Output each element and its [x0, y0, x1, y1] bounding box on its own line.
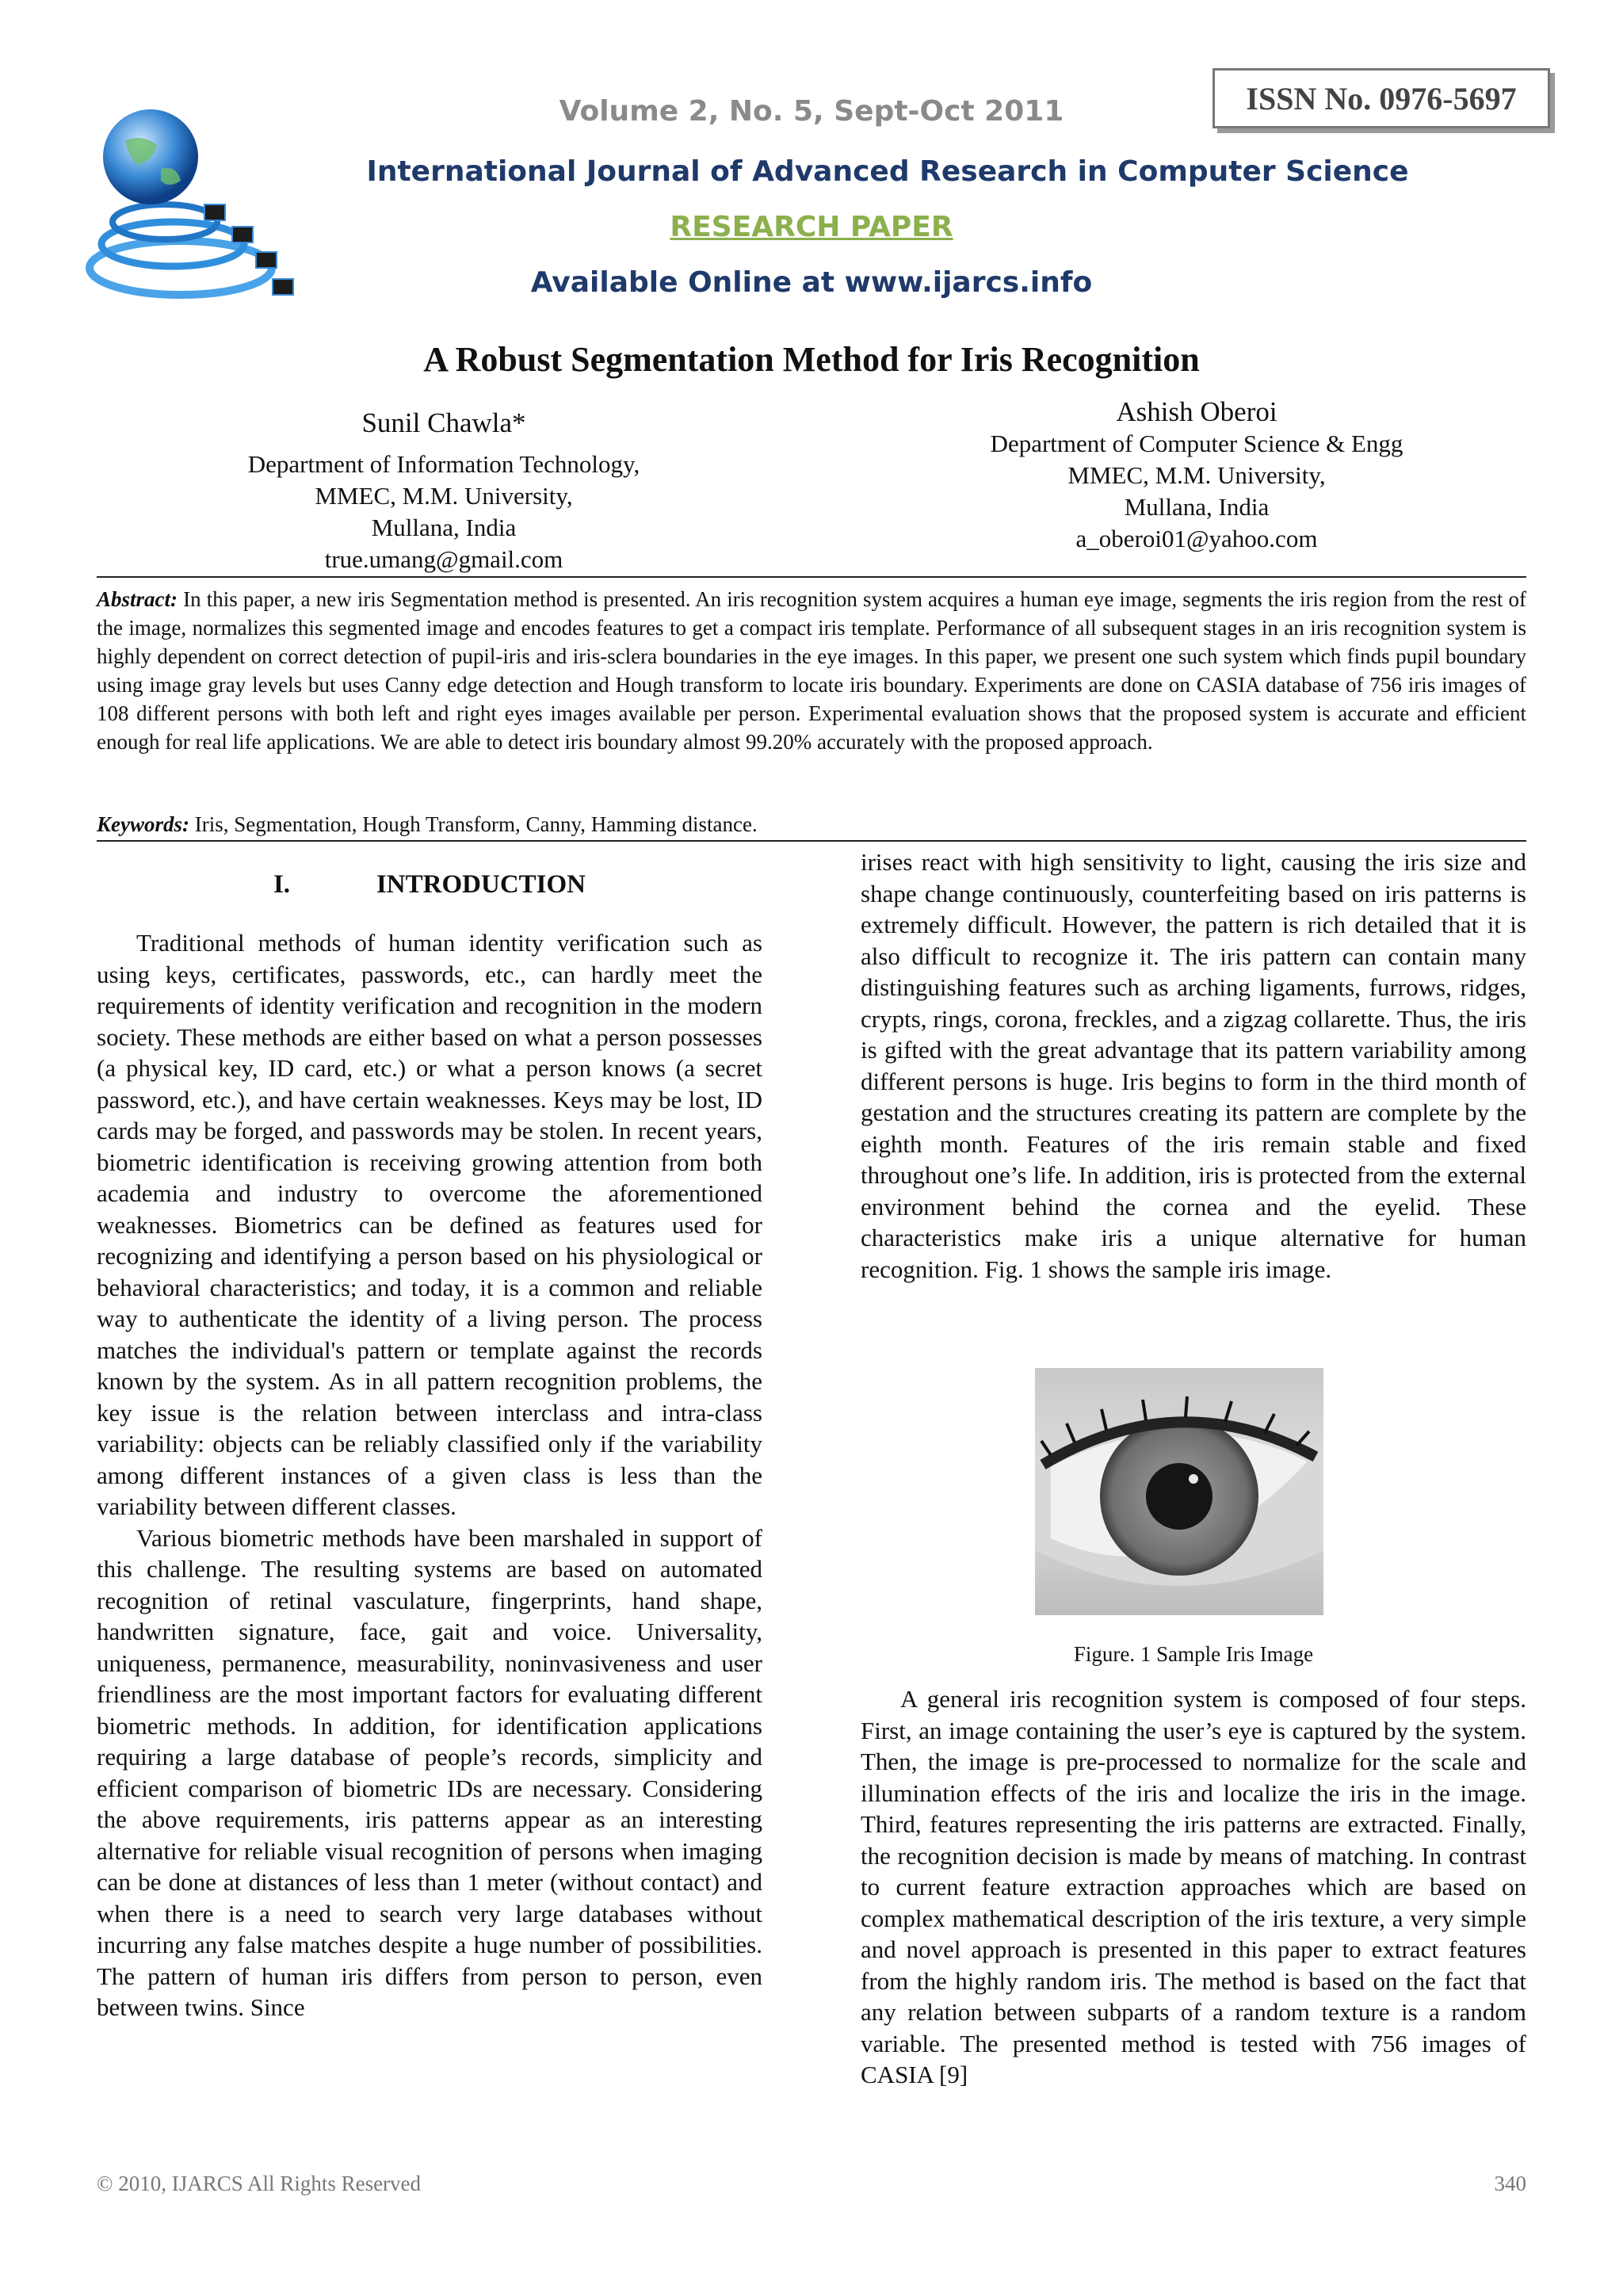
author-dept: Department of Computer Science & Engg [990, 430, 1403, 457]
abstract-label: Abstract: [97, 587, 178, 611]
section-heading [97, 870, 762, 900]
figure-caption: Figure. 1 Sample Iris Image [1073, 1642, 1314, 1666]
abstract-text: In this paper, a new iris Segmentation method is presented. An iris recognition system acquires a human eye image, segments the iris region from the rest of the image, normalizes this segmented image and encodes features to get a compact iris template. Performance of all subsequent stages in an iris recognition system is highly dependent on correct detection of pupil-iris and iris-sclera boundaries in the eye images. In this paper, we present one such system which finds pupil boundary using image gray levels but uses Canny edge detection and Hough transform to locate iris boundary. Experiments are done on CASIA database of 756 iris images of 108 different persons with both left and right eyes images available per person. Experimental evaluation shows that the proposed system is accurate and efficient enough for real life applications. We are able to detect iris boundary almost 99.20% accurately with the proposed approach. [97, 587, 1527, 754]
iris-figure [1035, 1368, 1323, 1615]
availability-line: Available Online at www.ijarcs.info [530, 266, 1093, 299]
paragraph: Various biometric methods have been marshaled in support of this challenge. The resulting systems are based on automated recognition of retinal vasculature, fingerprints, hand shape, handwritten signature, face, gait and voice. Universality, uniqueness, permanence, measurability, noninvasiveness and user friendliness are the most important factors for evaluating different biometric methods. In addition, for identification applications requiring a large database of people’s records, simplicity and efficient comparison of biometric IDs are necessary. Considering the above requirements, iris patterns appear as an interesting alternative for reliable visual recognition of persons when imaging can be done at distances of less than 1 meter (without contact) and when there is a need to search very large databases without incurring any false matches despite a huge number of possibilities. The pattern of human iris differs from person to person, even between twins. Since [97, 1523, 762, 2021]
divider-top [97, 576, 1526, 578]
keywords [97, 810, 1526, 839]
author-email: a_oberoi01@yahoo.com [1075, 525, 1318, 552]
author-email: true.umang@gmail.com [324, 545, 563, 573]
copyright-footer: © 2010, IJARCS All Rights Reserved [97, 2172, 422, 2195]
paragraph: Traditional methods of human identity verification such as using keys, certificates, passwords, etc., can hardly meet the requirements of identity verification and recognition in the modern society. These methods are either based on what a person possesses (a physical key, ID card, etc.) or what a person knows (a secret password, etc.), and have certain weaknesses. Keys may be lost, ID cards may be forged, and passwords may be stolen. In recent years, biometric identification is receiving growing attention from both academia and industry to overcome the aforementioned weaknesses. Biometrics can be defined as features used for recognizing and identifying a person based on his physiological or behavioral characteristics; and today, it is a common and reliable way to authenticate the identity of a living person. The process matches the individual's pattern or template against the records known by the system. As in all pattern recognition problems, the key issue is the relation between interclass and intra-class variability: objects can be reliably classified only if the variability among different instances of a given class is less than the variability between different classes. [97, 929, 762, 1520]
paragraph: irises react with high sensitivity to light, causing the iris size and shape change continuously, counterfeiting based on iris patterns is extremely difficult. However, the pattern is rich detailed that it is also difficult to recognize it. The iris pattern can contain many distinguishing features such as arching ligaments, furrows, ridges, crypts, rings, corona, freckles, and a zigzag collarette. Thus, the iris is gifted with the great advantage that its pattern variability among different persons is huge. Iris begins to form in the third month of gestation and the structures creating its pattern are complete by the eighth month. Features of the iris remain stable and fixed throughout one’s life. In addition, iris is protected from the external environment behind the cornea and the eyelid. These characteristics make iris a unique alternative for human recognition. Fig. 1 shows the sample iris image. [861, 848, 1526, 1283]
author-block-2 [919, 396, 1474, 555]
section-number: I. [273, 870, 291, 899]
left-column [97, 927, 762, 2023]
keywords-text: Iris, Segmentation, Hough Transform, Canny, Hamming distance. [194, 812, 758, 836]
paper-title: A Robust Segmentation Method for Iris Recognition [423, 340, 1200, 379]
author-place: Mullana, India [371, 514, 517, 541]
author-institution: MMEC, M.M. University, [1067, 461, 1326, 489]
paragraph: A general iris recognition system is composed of four steps. First, an image containing the user’s eye is captured by the system. Then, the image is pre-processed to normalize for the scale and illumination effects of the iris and localize the iris in the image. Third, features representing the iris patterns are extracted. Finally, the recognition decision is made by means of matching. In contrast to current feature extraction approaches which are based on complex mathematical description of the iris texture, a very simple and novel approach is presented in this paper to extract features from the highly random iris. The method is based on the fact that any relation between subparts of a random texture is a random variable. The presented method is tested with 756 images of CASIA [9] [861, 1685, 1526, 2088]
journal-name: International Journal of Advanced Research in Computer Science [366, 155, 1409, 188]
divider-bottom [97, 840, 1526, 842]
author-block-1 [174, 407, 713, 575]
author-institution: MMEC, M.M. University, [315, 482, 573, 510]
section-title: INTRODUCTION [376, 870, 586, 899]
author-dept: Department of Information Technology, [247, 450, 640, 478]
right-column-top [861, 846, 1526, 1285]
right-column-bottom [861, 1683, 1526, 2091]
author-name: Ashish Oberoi [1116, 396, 1277, 427]
abstract [97, 585, 1526, 756]
issn-box: ISSN No. 0976-5697 [1212, 68, 1550, 128]
page-number: 340 [1494, 2172, 1526, 2195]
volume-line: Volume 2, No. 5, Sept-Oct 2011 [559, 95, 1064, 128]
paper-type: RESEARCH PAPER [670, 211, 953, 243]
keywords-label: Keywords: [97, 812, 189, 836]
author-name: Sunil Chawla* [361, 407, 526, 438]
author-place: Mullana, India [1124, 493, 1270, 521]
